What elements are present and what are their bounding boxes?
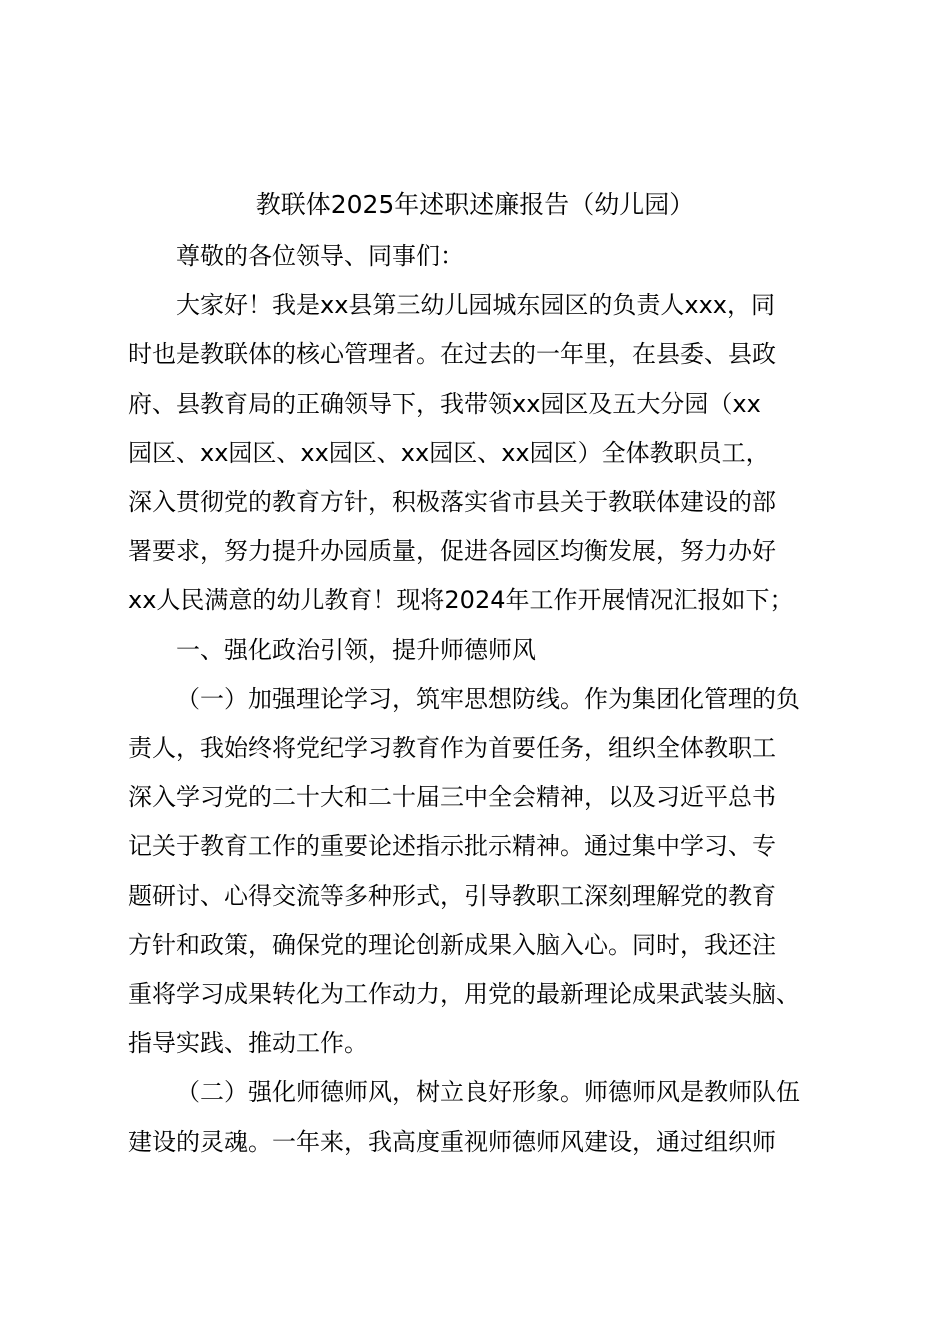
salutation: 尊敬的各位领导、同事们： [176, 242, 464, 270]
document-body [128, 232, 848, 1167]
paragraph-line: （一）加强理论学习，筑牢思想防线。作为集团化管理的负 [176, 684, 800, 713]
paragraph-line: 深入贯彻党的教育方针，积极落实省市县关于教联体建设的部 [128, 488, 776, 517]
paragraph-line: xx人民满意的幼儿教育！现将2024年工作开展情况汇报如下； [128, 586, 794, 615]
paragraph-line: 记关于教育工作的重要论述指示批示精神。通过集中学习、专 [128, 832, 776, 861]
paragraph-line: （二）强化师德师风，树立良好形象。师德师风是教师队伍 [176, 1078, 800, 1107]
paragraph-line: 题研讨、心得交流等多种形式，引导教职工深刻理解党的教育 [128, 881, 776, 910]
document-title: 教联体2025年述职述廉报告（幼儿园） [255, 190, 695, 219]
paragraph-line: 署要求，努力提升办园质量，促进各园区均衡发展，努力办好 [128, 537, 776, 566]
paragraph-line: 深入学习党的二十大和二十届三中全会精神，以及习近平总书 [128, 783, 776, 812]
paragraph-line: 指导实践、推动工作。 [128, 1029, 368, 1058]
paragraph-2 [128, 675, 848, 1069]
section-heading [128, 626, 848, 675]
paragraph-line: 府、县教育局的正确领导下，我带领xx园区及五大分园（xx [128, 389, 761, 418]
section-heading-text: 一、强化政治引领，提升师德师风 [176, 635, 536, 664]
paragraph-line: 建设的灵魂。一年来，我高度重视师德师风建设，通过组织师 [128, 1127, 776, 1156]
paragraph-line: 时也是教联体的核心管理者。在过去的一年里，在县委、县政 [128, 340, 776, 369]
paragraph-line: 大家好！我是xx县第三幼儿园城东园区的负责人xxx，同 [176, 291, 776, 320]
paragraph-line: 园区、xx园区、xx园区、xx园区、xx园区）全体教职员工， [128, 438, 770, 467]
paragraph-1 [128, 281, 848, 625]
paragraph-line: 责人，我始终将党纪学习教育作为首要任务，组织全体教职工 [128, 734, 776, 763]
paragraph-3 [128, 1068, 848, 1166]
paragraph-line: 重将学习成果转化为工作动力，用党的最新理论成果武装头脑、 [128, 980, 800, 1009]
paragraph-line: 方针和政策，确保党的理论创新成果入脑入心。同时，我还注 [128, 930, 776, 959]
